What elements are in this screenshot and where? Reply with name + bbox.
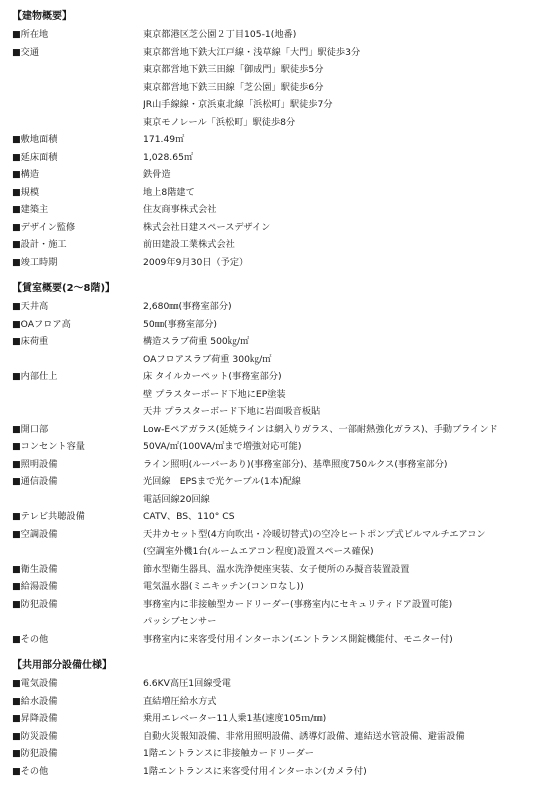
spec-value: 地上8階建て: [143, 186, 195, 198]
spec-row: [12, 578, 538, 596]
spec-values: [143, 44, 538, 132]
spec-row: [12, 298, 538, 316]
spec-value: ライン照明(ルーバーあり)(事務室部分)、基準照度750ルクス(事務室部分): [143, 458, 448, 470]
spec-values: [143, 693, 538, 711]
spec-values: [143, 131, 538, 149]
spec-row: [12, 201, 538, 219]
spec-value: 東京都営地下鉄三田線「芝公園」駅徒歩6分: [143, 81, 324, 93]
spec-values: [143, 368, 538, 421]
spec-value: 2009年9月30日（予定）: [143, 256, 249, 268]
spec-label: ■開口部: [12, 423, 49, 435]
spec-row: [12, 184, 538, 202]
spec-values: [143, 561, 538, 579]
spec-label: ■照明設備: [12, 458, 58, 470]
spec-label: ■空調設備: [12, 528, 58, 540]
spec-label: ■給湯設備: [12, 581, 58, 592]
spec-values: [143, 596, 538, 631]
spec-row: [12, 438, 538, 456]
spec-values: [143, 578, 538, 596]
spec-values: [143, 675, 538, 693]
spec-value: 2,680㎜(事務室部分): [143, 301, 232, 312]
rental-overview-section: [12, 280, 538, 648]
building-overview-section: [12, 8, 538, 271]
spec-row: [12, 508, 538, 526]
spec-value: 天井カセット型(4方向吹出・冷暖切替式)の空冷ヒートポンプ式ビルマルチエアコン: [143, 528, 486, 540]
spec-row: [12, 368, 538, 421]
spec-label: ■所在地: [12, 29, 49, 40]
spec-label: ■テレビ共聴設備: [12, 511, 85, 522]
spec-value: 東京都港区芝公園２丁目105-1(地番): [143, 29, 297, 40]
spec-value: 1階エントランスに来客受付用インターホン(カメラ付): [143, 765, 367, 777]
spec-value: 壁 プラスターボード下地にEP塗装: [143, 388, 286, 400]
spec-value: 住友商事株式会社: [143, 204, 217, 215]
spec-value: 6.6KV高圧1回線受電: [143, 678, 231, 689]
spec-value: 50VA/㎡(100VA/㎡まで増強対応可能): [143, 441, 302, 452]
spec-label: ■設計・施工: [12, 239, 67, 250]
spec-value: JR山手線線・京浜東北線「浜松町」駅徒歩7分: [143, 99, 333, 110]
spec-values: [143, 26, 538, 44]
spec-values: [143, 333, 538, 368]
spec-row: [12, 166, 538, 184]
spec-row: [12, 333, 538, 368]
spec-value: Low-Eペアガラス(延焼ラインは網入りガラス、一部耐熱強化ガラス)、手動ブラインド: [143, 423, 498, 435]
spec-value: 1,028.65㎡: [143, 151, 194, 163]
spec-value: (空調室外機1台(ルームエアコン程度)設置スペース確保): [143, 546, 374, 557]
spec-label: ■その他: [12, 633, 49, 645]
spec-value: 天井 プラスターボード下地に岩面吸音板貼: [143, 406, 321, 417]
spec-value: 自動火災報知設備、非常用照明設備、誘導灯設備、連結送水管設備、避雷設備: [143, 730, 465, 742]
spec-value: 事務室内に来客受付用インターホン(エントランス開錠機能付、モニター付): [143, 633, 453, 645]
spec-value: 節水型衛生器具、温水洗浄便座実装、女子便所のみ擬音装置設置: [143, 563, 410, 575]
spec-label: ■衛生設備: [12, 563, 58, 575]
spec-value: 電気温水器(ミニキッチン(コンロなし)): [143, 581, 304, 592]
spec-value: 直結増圧給水方式: [143, 695, 217, 707]
spec-row: [12, 236, 538, 254]
spec-row: [12, 473, 538, 508]
spec-value: 床 タイルカーペット(事務室部分): [143, 371, 282, 382]
spec-values: [143, 728, 538, 746]
spec-value: 171.49㎡: [143, 134, 185, 145]
spec-value: 事務室内に非接触型カードリーダー(事務室内にセキュリティドア設置可能): [143, 598, 453, 610]
spec-label: ■昇降設備: [12, 713, 58, 724]
spec-row: [12, 596, 538, 631]
spec-row: [12, 675, 538, 693]
spec-values: [143, 710, 538, 728]
spec-label: ■規模: [12, 186, 40, 198]
spec-row: [12, 421, 538, 439]
spec-values: [143, 421, 538, 439]
spec-values: [143, 219, 538, 237]
spec-values: [143, 184, 538, 202]
spec-label: ■通信設備: [12, 476, 58, 487]
spec-row: [12, 149, 538, 167]
spec-row: [12, 44, 538, 132]
spec-row: [12, 710, 538, 728]
spec-values: [143, 526, 538, 561]
spec-value: パッシブセンサー: [143, 616, 217, 627]
spec-values: [143, 236, 538, 254]
spec-value: 電話回線20回線: [143, 493, 210, 505]
spec-value: 構造スラブ荷重 500㎏/㎡: [143, 336, 250, 347]
spec-value: 東京モノレール「浜松町」駅徒歩8分: [143, 116, 296, 128]
spec-label: ■電気設備: [12, 678, 58, 689]
spec-values: [143, 149, 538, 167]
spec-value: 1階エントランスに非接触カードリーダー: [143, 748, 314, 759]
spec-values: [143, 201, 538, 219]
spec-row: [12, 131, 538, 149]
spec-row: [12, 693, 538, 711]
spec-values: [143, 438, 538, 456]
spec-row: [12, 219, 538, 237]
spec-values: [143, 631, 538, 649]
spec-label: ■その他: [12, 765, 49, 777]
common-facilities-section: [12, 657, 538, 780]
spec-label: ■交通: [12, 46, 40, 58]
spec-value: 東京都営地下鉄三田線「御成門」駅徒歩5分: [143, 64, 324, 75]
spec-label: ■建築主: [12, 204, 49, 215]
spec-label: ■防災設備: [12, 730, 58, 742]
spec-values: [143, 298, 538, 316]
spec-label: ■敷地面積: [12, 134, 58, 145]
spec-values: [143, 254, 538, 272]
spec-row: [12, 26, 538, 44]
spec-row: [12, 526, 538, 561]
spec-label: ■コンセント容量: [12, 441, 85, 452]
spec-row: [12, 316, 538, 334]
spec-label: ■天井高: [12, 301, 49, 312]
spec-values: [143, 316, 538, 334]
spec-value: 東京都営地下鉄大江戸線・浅草線「大門」駅徒歩3分: [143, 46, 361, 58]
spec-label: ■防犯設備: [12, 748, 58, 759]
section-title: 【共用部分設備仕様】: [12, 660, 112, 671]
spec-value: 光回線 EPSまで光ケーブル(1本)配線: [143, 476, 301, 487]
spec-value: OAフロアスラブ荷重 300㎏/㎡: [143, 353, 272, 365]
spec-values: [143, 508, 538, 526]
spec-label: ■防犯設備: [12, 598, 58, 610]
spec-row: [12, 254, 538, 272]
spec-row: [12, 631, 538, 649]
spec-value: 50㎜(事務室部分): [143, 318, 217, 330]
spec-value: 株式会社日建スペースデザイン: [143, 221, 271, 233]
spec-values: [143, 456, 538, 474]
spec-values: [143, 745, 538, 763]
spec-label: ■内部仕上: [12, 371, 58, 382]
spec-value: 乗用エレベーター11人乗1基(速度105ｍ/㎜): [143, 713, 327, 724]
section-title: 【賃室概要(2～8階)】: [12, 283, 116, 294]
spec-values: [143, 166, 538, 184]
spec-label: ■床荷重: [12, 336, 49, 347]
spec-label: ■OAフロア高: [12, 318, 71, 330]
spec-row: [12, 745, 538, 763]
spec-label: ■延床面積: [12, 151, 58, 163]
spec-label: ■竣工時期: [12, 256, 58, 268]
spec-row: [12, 456, 538, 474]
section-title: 【建物概要】: [12, 11, 72, 22]
spec-row: [12, 728, 538, 746]
spec-values: [143, 763, 538, 781]
spec-value: 前田建設工業株式会社: [143, 239, 235, 250]
spec-values: [143, 473, 538, 508]
spec-label: ■給水設備: [12, 695, 58, 707]
spec-row: [12, 763, 538, 781]
spec-label: ■デザイン監修: [12, 221, 76, 233]
spec-label: ■構造: [12, 169, 40, 180]
spec-row: [12, 561, 538, 579]
spec-value: 鉄骨造: [143, 169, 171, 180]
spec-value: CATV、BS、110° CS: [143, 511, 235, 522]
